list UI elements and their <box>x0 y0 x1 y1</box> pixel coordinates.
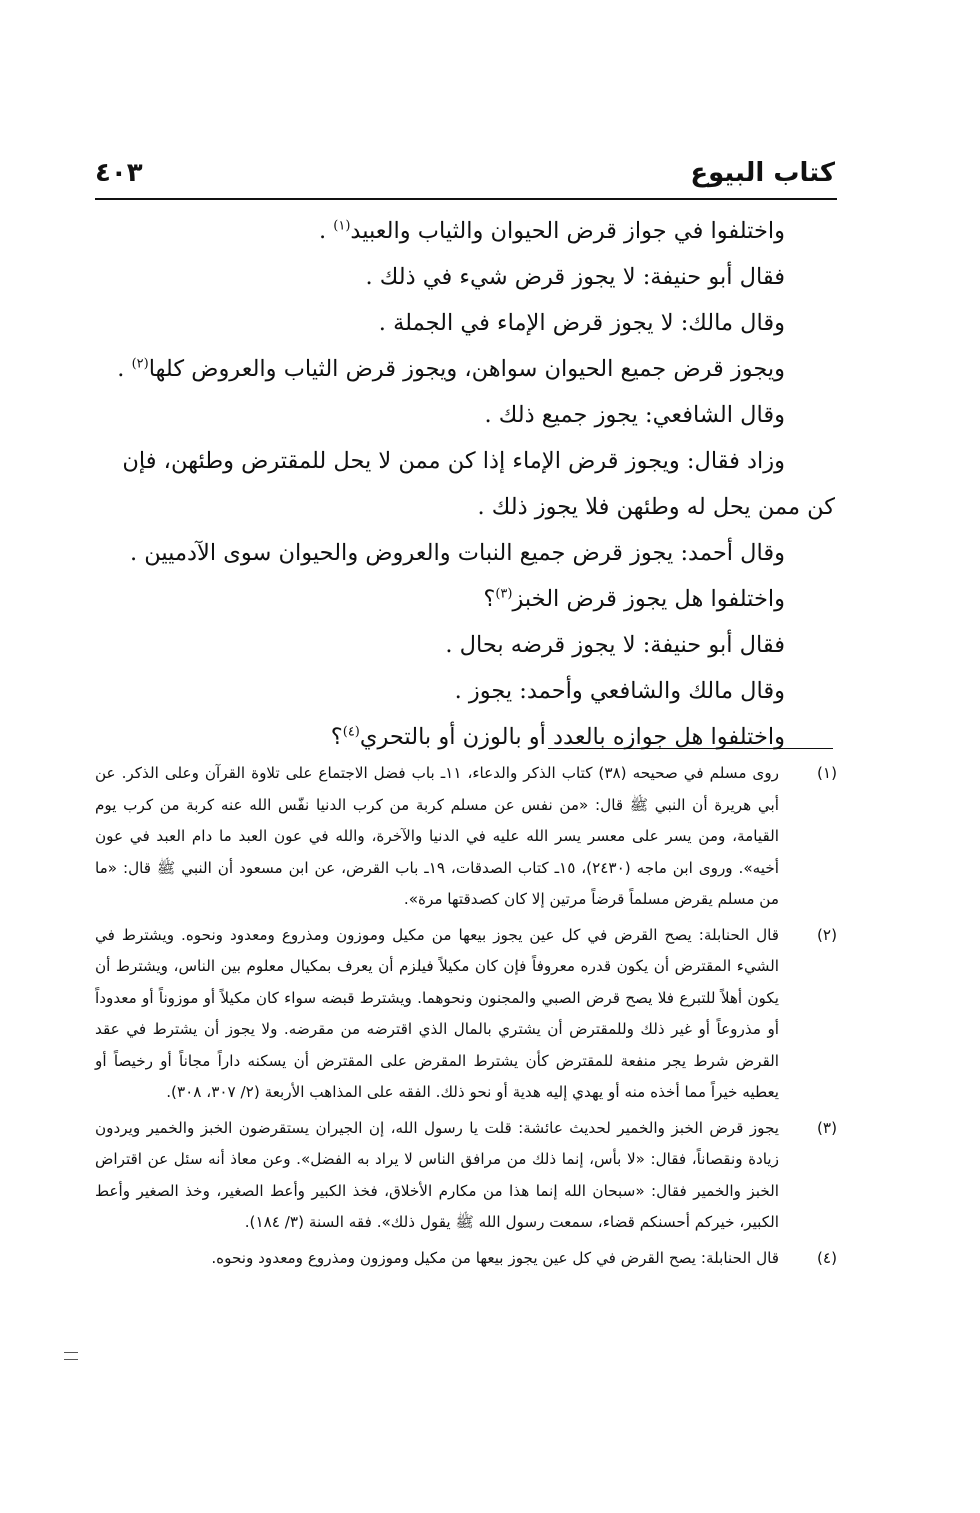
footnote-number: (٤) <box>816 1248 837 1267</box>
page-header <box>95 158 835 194</box>
margin-mark <box>64 1352 78 1360</box>
footnote: (٣) يجوز قرض الخبز والخمير لحديث عائشة: قلت يا رسول الله، إن الجيران يستقرضون الخبز والخمير ويردون زيادة ونقصاناً، فقال: «لا بأس، إنما ذلك من مرافق الناس لا يراد به الفضل». وعن معاذ أنه سئل عن اقتراض الخبز والخمير فقال: «سبحان الله إنما هذا من مكارم الأخلاق، فخذ الكبير وأعط الصغير، وخذ الصغير وأعط الكبير، خيركم أحسنكم قضاء، سمعت رسول الله ﷺ يقول ذلك». فقه السنة (٣/ ١٨٤). <box>95 1113 837 1239</box>
paragraph: ويجوز قرض جميع الحيوان سواهن، ويجوز قرض الثياب والعروض كلها$^{(٢)}$ . <box>117 356 785 382</box>
footnote-divider <box>548 748 833 749</box>
footnote: (٤) قال الحنابلة: يصح القرض في كل عين يجوز بيعها من مكيل وموزون ومذروع ومعدود ونحوه. <box>95 1243 837 1275</box>
page-number: ٤٠٣ <box>95 158 143 188</box>
paragraph: واختلفوا هل جوازه بالعدد أو بالوزن أو بالتحري$^{(٤)}$؟ <box>330 724 785 750</box>
footnote-number: (٢) <box>816 925 837 944</box>
header-divider <box>95 198 837 200</box>
footnote: (١) روى مسلم في صحيحه (٣٨) كتاب الذكر والدعاء، ١١ـ باب فضل الاجتماع على تلاوة القرآن وعلى الذكر. عن أبي هريرة أن النبي ﷺ قال: «من نفس عن مسلم كربة من كرب الدنيا نفّس الله عنه كربة من كرب يوم القيامة، ومن يسر على معسر يسر الله عليه في الدنيا والآخرة، والله في عون العبد ما دام العبد في عون أخيه». وروى ابن ماجه (٢٤٣٠)، ١٥ـ كتاب الصدقات، ١٩ـ باب القرض، عن ابن مسعود أن النبي ﷺ قال: «ما من مسلم يقرض مسلماً قرضاً مرتين إلا كان كصدقتها مرة». <box>95 758 837 916</box>
paragraph: فقال أبو حنيفة: لا يجوز قرضه بحال . <box>445 632 785 658</box>
paragraph: واختلفوا في جواز قرض الحيوان والثياب والعبيد$^{(١)}$ . <box>318 218 785 244</box>
footnotes <box>95 758 837 1278</box>
paragraph: وزاد فقال: ويجوز قرض الإماء إذا كن ممن لا يحل للمقترض وطئهن، فإن كن ممن يحل له وطئهن فلا يجوز ذلك . <box>122 448 835 520</box>
paragraph: وقال الشافعي: يجوز جميع ذلك . <box>484 402 785 428</box>
paragraph: فقال أبو حنيفة: لا يجوز قرض شيء في ذلك . <box>365 264 785 290</box>
chapter-title: كتاب البيوع <box>690 158 835 188</box>
footnote-ref[interactable]: (١) <box>333 218 351 234</box>
paragraph: وقال مالك: لا يجوز قرض الإماء في الجملة . <box>378 310 785 336</box>
footnote: (٢) قال الحنابلة: يصح القرض في كل عين يجوز بيعها من مكيل وموزون ومذروع ومعدود ونحوه. ويشترط في الشيء المقترض أن يكون قدره معروفاً فإن كان مكيلاً فيلزم أن يعرف بمكيال معلوم بين الناس، ويشترط أن يكون أهلاً للتبرع فلا يصح قرض الصبي والمجنون ونحوهما. ويشترط قبضه سواء كان مكيلاً أو موزوناً أو معدوداً أو مذروعاً أو غير ذلك وللمقترض أن يشتري بالمال الذي اقترضه من مقرضه. ولا يجوز أن يشترط في عقد القرض شرط يجر منفعة للمقترض كأن يشترط المقرض على المقترض أن يسكنه داراً مجاناً أو رخيصاً أو يعطيه خيراً مما أخذه منه أو يهدي إليه هدية أو نحو ذلك. الفقه على المذاهب الأربعة (٢/ ٣٠٧، ٣٠٨). <box>95 920 837 1109</box>
footnote-ref[interactable]: (٢) <box>131 356 149 372</box>
footnote-ref[interactable]: (٣) <box>495 586 513 602</box>
paragraph: واختلفوا هل يجوز قرض الخبز$^{(٣)}$؟ <box>483 586 785 612</box>
main-text <box>90 208 835 760</box>
paragraph: وقال أحمد: يجوز قرض جميع النبات والعروض والحيوان سوى الآدميين . <box>129 540 785 566</box>
footnote-number: (١) <box>816 764 837 782</box>
footnote-number: (٣) <box>816 1118 837 1137</box>
footnote-ref[interactable]: (٤) <box>342 724 360 740</box>
paragraph: وقال مالك والشافعي وأحمد: يجوز . <box>454 678 785 704</box>
